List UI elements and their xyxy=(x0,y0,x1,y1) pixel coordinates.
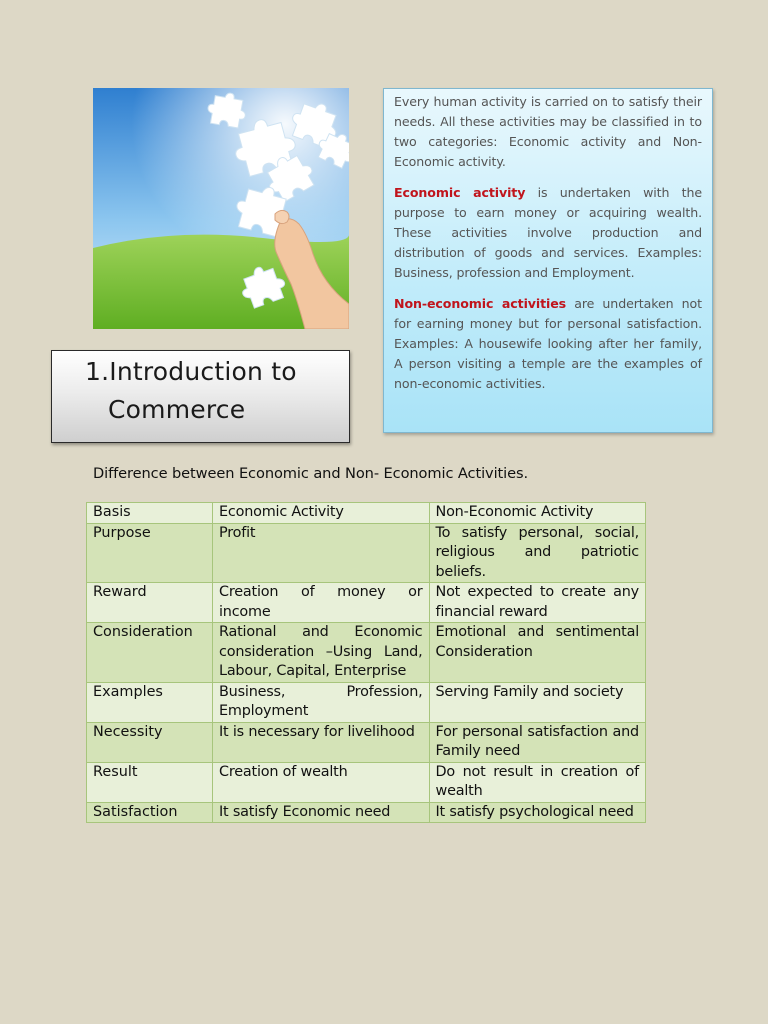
row-basis-cell: Consideration xyxy=(87,623,213,683)
row-economic-cell: It is necessary for livelihood xyxy=(213,722,430,762)
row-economic-cell: Business, Profession, Employment xyxy=(213,682,430,722)
row-non-economic-cell: Serving Family and society xyxy=(429,682,646,722)
non-economic-activity-paragraph xyxy=(394,294,702,394)
header-economic: Economic Activity xyxy=(213,503,430,524)
row-basis-cell: Reward xyxy=(87,583,213,623)
intro-paragraph xyxy=(394,92,702,172)
row-economic-cell: Creation of wealth xyxy=(213,762,430,802)
row-non-economic-cell: Do not result in creation of wealth xyxy=(429,762,646,802)
economic-activity-paragraph xyxy=(394,183,702,283)
intro-info-box xyxy=(383,88,713,433)
chapter-title-box xyxy=(51,350,350,443)
table-row xyxy=(87,682,646,722)
table-row xyxy=(87,523,646,583)
table-row xyxy=(87,762,646,802)
row-economic-cell: Rational and Economic consideration –Using Land, Labour, Capital, Enterprise xyxy=(213,623,430,683)
puzzle-hand-image xyxy=(93,88,349,329)
row-non-economic-cell: Not expected to create any financial reward xyxy=(429,583,646,623)
row-basis-cell: Necessity xyxy=(87,722,213,762)
table-header-row xyxy=(87,503,646,524)
row-basis-cell: Result xyxy=(87,762,213,802)
row-non-economic-cell: For personal satisfaction and Family need xyxy=(429,722,646,762)
table-heading: Difference between Economic and Non- Economic Activities. xyxy=(93,465,529,482)
table-row xyxy=(87,623,646,683)
chapter-title-line-2: Commerce xyxy=(108,395,246,424)
row-non-economic-cell: Emotional and sentimental Consideration xyxy=(429,623,646,683)
row-economic-cell: Profit xyxy=(213,523,430,583)
non-economic-activity-term: Non-economic activities xyxy=(394,296,567,311)
header-basis: Basis xyxy=(87,503,213,524)
row-non-economic-cell: To satisfy personal, social, religious and patriotic beliefs. xyxy=(429,523,646,583)
row-basis-cell: Purpose xyxy=(87,523,213,583)
header-non-economic: Non-Economic Activity xyxy=(429,503,646,524)
row-basis-cell: Examples xyxy=(87,682,213,722)
row-economic-cell: It satisfy Economic need xyxy=(213,802,430,823)
intro-text: Every human activity is carried on to satisfy their needs. All these activities may be classified in to two categories: Economic activity and Non- Economic activity. xyxy=(394,94,702,169)
row-non-economic-cell: It satisfy psychological need xyxy=(429,802,646,823)
table-row xyxy=(87,722,646,762)
table-row xyxy=(87,802,646,823)
table-row xyxy=(87,583,646,623)
row-basis-cell: Satisfaction xyxy=(87,802,213,823)
economic-activity-text: is undertaken with the purpose to earn money or acquiring wealth. These activities involve production and distribution of goods and services. Examples: Business, profession and Employment. xyxy=(394,185,703,280)
non-economic-activity-text: are undertaken not for earning money but for personal satisfaction. Examples: A housewife looking after her family, A person visiting a temple are the examples of non-economic activities. xyxy=(394,296,702,391)
difference-table xyxy=(86,502,646,823)
row-economic-cell: Creation of money or income xyxy=(213,583,430,623)
puzzle-hand-photo xyxy=(93,88,349,329)
economic-activity-term: Economic activity xyxy=(394,185,526,200)
chapter-title-line-1: 1.Introduction to xyxy=(85,357,297,386)
